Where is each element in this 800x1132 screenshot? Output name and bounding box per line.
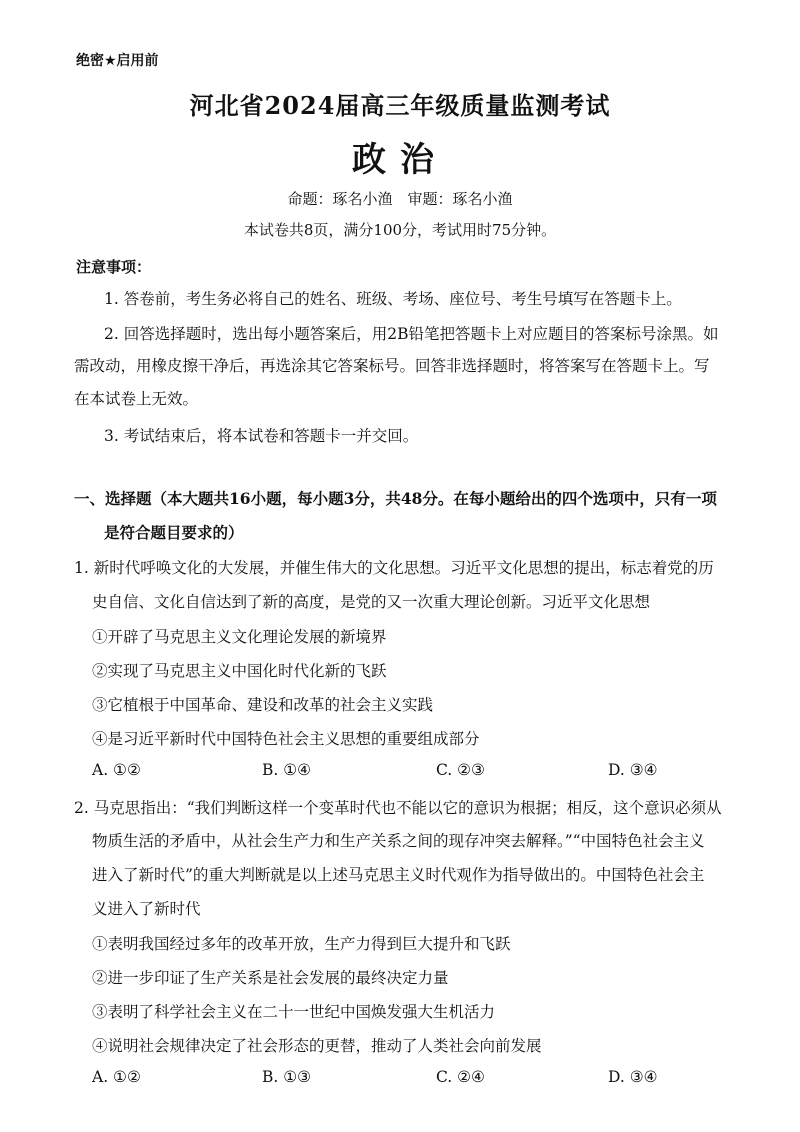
q2-stem-line-3: 进入了新时代”的重大判断就是以上述马克思主义时代观作为指导做出的。中国特色社会主: [92, 866, 705, 884]
authors-line: 命题：琢名小渔 审题：琢名小渔: [287, 190, 513, 208]
q2-statement-3: ③表明了科学社会主义在二十一世纪中国焕发强大生机活力: [92, 1003, 496, 1021]
q1-statement-3: ③它植根于中国革命、建设和改革的社会主义实践: [92, 696, 434, 714]
q1-option-b: B. ①④: [262, 761, 312, 779]
note-3-line-1: 3. 考试结束后，将本试卷和答题卡一并交回。: [104, 427, 419, 445]
q1-option-d: D. ③④: [608, 761, 658, 779]
exam-title: 河北省2024届高三年级质量监测考试: [189, 91, 611, 120]
q1-statement-4: ④是习近平新时代中国特色社会主义思想的重要组成部分: [92, 730, 480, 748]
q1-stem-line-2: 史自信、文化自信达到了新的高度，是党的又一次重大理论创新。习近平文化思想: [92, 593, 651, 611]
section-heading-line-2: 是符合题目要求的）: [104, 523, 244, 542]
q1-option-a: A. ①②: [92, 761, 141, 779]
q2-stem-line-4: 义进入了新时代: [92, 900, 201, 918]
confidential-label: 绝密★启用前: [76, 53, 159, 69]
q2-statement-1: ①表明我国经过多年的改革开放，生产力得到巨大提升和飞跃: [92, 935, 511, 953]
q1-statement-2: ②实现了马克思主义中国化时代化新的飞跃: [92, 662, 387, 680]
q2-stem-line-1: 2. 马克思指出：“我们判断这样一个变革时代也不能以它的意识为根据；相反，这个意识必须从: [74, 799, 722, 817]
q2-statement-2: ②进一步印证了生产关系是社会发展的最终决定力量: [92, 969, 449, 987]
note-1-line-1: 1. 答卷前，考生务必将自己的姓名、班级、考场、座位号、考生号填写在答题卡上。: [104, 290, 682, 308]
q1-statement-1: ①开辟了马克思主义文化理论发展的新境界: [92, 628, 387, 646]
q2-stem-line-2: 物质生活的矛盾中，从社会生产力和生产关系之间的现存冲突去解释。”“中国特色社会主义: [92, 832, 705, 850]
q2-option-a: A. ①②: [92, 1068, 141, 1086]
q1-stem-line-1: 1. 新时代呼唤文化的大发展，并催生伟大的文化思想。习近平文化思想的提出，标志着党的历: [74, 559, 714, 577]
q2-option-b: B. ①③: [262, 1068, 312, 1086]
subject-title: 政治: [352, 140, 448, 180]
q2-option-c: C. ②④: [436, 1068, 485, 1086]
q2-option-d: D. ③④: [608, 1068, 658, 1086]
exam-info: 本试卷共8页，满分100分，考试用时75分钟。: [243, 221, 557, 239]
note-2-line-2: 需改动，用橡皮擦干净后，再选涂其它答案标号。回答非选择题时，将答案写在答题卡上。写: [74, 357, 710, 375]
notes-heading: 注意事项：: [76, 258, 152, 276]
note-2-line-3: 在本试卷上无效。: [74, 390, 199, 408]
q2-statement-4: ④说明社会规律决定了社会形态的更替，推动了人类社会向前发展: [92, 1037, 542, 1055]
section-heading-line-1: 一、选择题（本大题共16小题，每小题3分，共48分。在每小题给出的四个选项中，只有一项: [74, 489, 717, 508]
note-2-line-1: 2. 回答选择题时，选出每小题答案后，用2B铅笔把答题卡上对应题目的答案标号涂黑。如: [104, 325, 719, 343]
q1-option-c: C. ②③: [436, 761, 485, 779]
